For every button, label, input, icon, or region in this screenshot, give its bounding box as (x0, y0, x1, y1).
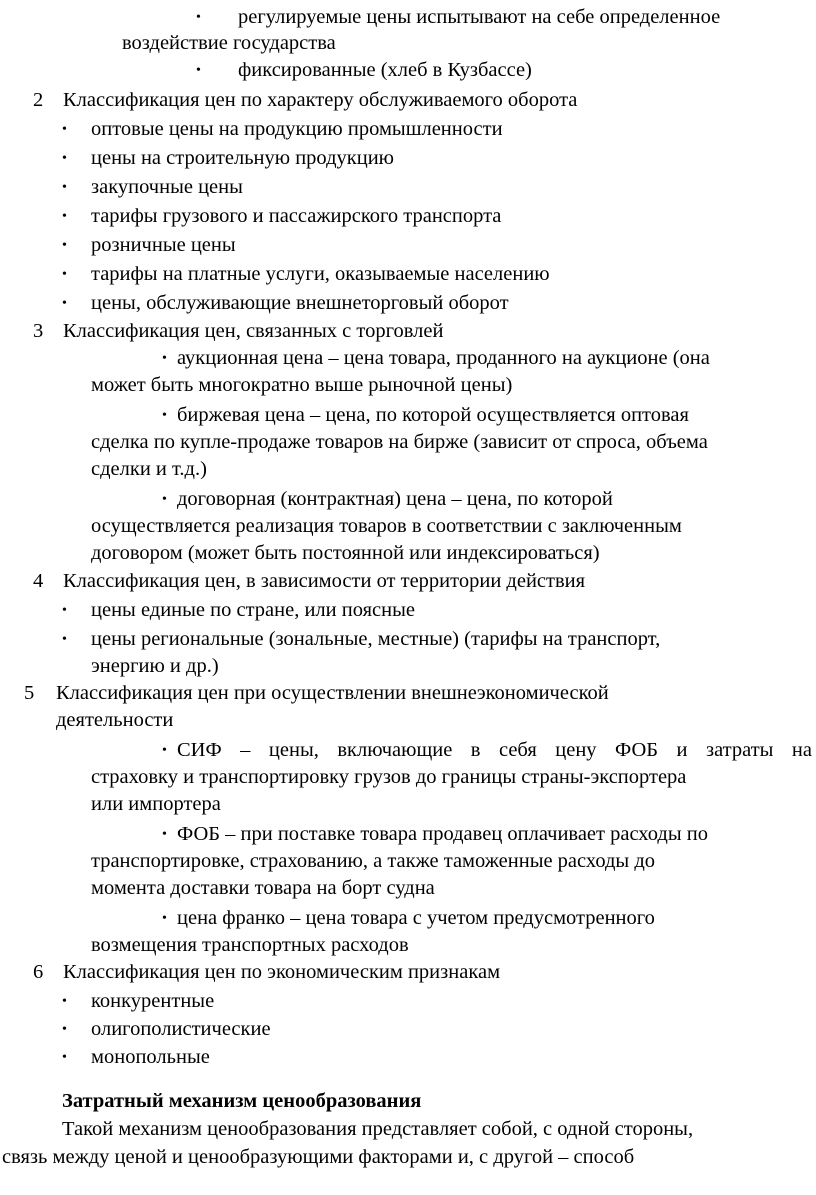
list-item-continuation: момента доставки товара на борт судна (91, 877, 435, 899)
paragraph-line: Такой механизм ценообразования представляет собой, с одной стороны, (62, 1118, 694, 1140)
list-item-continuation: может быть многократно выше рыночной цены) (91, 374, 513, 396)
section-heading-continuation: деятельности (56, 709, 174, 731)
list-item: розничные цены (91, 234, 236, 256)
list-item: биржевая цена – цена, по которой осуществляется оптовая (177, 404, 689, 426)
section-number: 5 (24, 682, 35, 704)
list-item: закупочные цены (91, 176, 243, 198)
list-item: тарифы на платные услуги, оказываемые населению (91, 263, 550, 285)
list-item: цены единые по стране, или поясные (91, 599, 415, 621)
list-item: конкурентные (91, 990, 215, 1012)
bullet-icon: • (62, 296, 67, 311)
section-heading: Классификация цен, связанных с торговлей (63, 320, 444, 342)
bullet-icon: • (196, 63, 201, 78)
bullet-icon: • (62, 603, 67, 618)
bullet-icon: • (62, 180, 67, 195)
bullet-icon: • (62, 209, 67, 224)
section-heading: Классификация цен по характеру обслуживаемого оборота (63, 89, 578, 111)
list-item: аукционная цена – цена товара, проданного на аукционе (она (177, 347, 710, 369)
section-number: 3 (33, 320, 44, 342)
bullet-icon: • (62, 632, 67, 647)
bullet-icon: • (62, 994, 67, 1009)
bullet-icon: • (62, 1050, 67, 1065)
bullet-icon: • (62, 151, 67, 166)
list-item-continuation: возмещения транспортных расходов (91, 934, 409, 956)
list-item-continuation: сделки и т.д.) (91, 458, 207, 480)
list-item: цена франко – цена товара с учетом предусмотренного (177, 907, 655, 929)
bullet-icon: • (62, 1022, 67, 1037)
list-item: договорная (контрактная) цена – цена, по которой (177, 488, 613, 510)
list-item: ФОБ – при поставке товара продавец оплачивает расходы по (177, 823, 708, 845)
bullet-icon: • (162, 351, 167, 366)
bullet-icon: • (162, 743, 167, 758)
bullet-icon: • (196, 10, 201, 25)
list-item-continuation: воздействие государства (122, 32, 336, 54)
list-item: цены региональные (зональные, местные) (тарифы на транспорт, (91, 628, 661, 650)
list-item: фиксированные (хлеб в Кузбассе) (238, 59, 532, 81)
bullet-icon: • (62, 122, 67, 137)
bullet-icon: • (162, 827, 167, 842)
section-number: 6 (33, 961, 44, 983)
section-number: 2 (33, 89, 44, 111)
list-item-continuation: транспортировке, страхованию, а также таможенные расходы до (91, 850, 656, 872)
section-heading: Классификация цен при осуществлении внешнеэкономической (56, 682, 609, 704)
list-item: СИФ – цены, включающие в себя цену ФОБ и затраты на (177, 739, 812, 761)
bullet-icon: • (162, 408, 167, 423)
list-item-continuation: договором (может быть постоянной или индексироваться) (91, 542, 600, 564)
list-item: регулируемые цены испытывают на себе определенное (238, 6, 721, 28)
list-item: цены, обслуживающие внешнеторговый оборот (91, 292, 509, 314)
list-item: оптовые цены на продукцию промышленности (91, 118, 503, 140)
list-item: цены на строительную продукцию (91, 147, 394, 169)
paragraph-line: связь между ценой и ценообразующими факторами и, с другой – способ (2, 1146, 635, 1168)
bullet-icon: • (162, 492, 167, 507)
list-item-continuation: энергию и др.) (91, 655, 219, 677)
bullet-icon: • (62, 267, 67, 282)
list-item-continuation: осуществляется реализация товаров в соответствии с заключенным (91, 515, 682, 537)
section-heading: Классификация цен по экономическим признакам (63, 961, 501, 983)
list-item: олигополистические (91, 1018, 271, 1040)
list-item-continuation: сделка по купле-продаже товаров на бирже (зависит от спроса, объема (91, 431, 708, 453)
paragraph-heading: Затратный механизм ценообразования (62, 1090, 422, 1112)
list-item-continuation: или импортера (91, 793, 221, 815)
list-item: тарифы грузового и пассажирского транспорта (91, 205, 502, 227)
section-number: 4 (33, 570, 44, 592)
list-item: монопольные (91, 1046, 210, 1068)
list-item-continuation: страховку и транспортировку грузов до границы страны-экспортера (91, 766, 687, 788)
bullet-icon: • (162, 911, 167, 926)
bullet-icon: • (62, 238, 67, 253)
section-heading: Классификация цен, в зависимости от территории действия (63, 570, 586, 592)
